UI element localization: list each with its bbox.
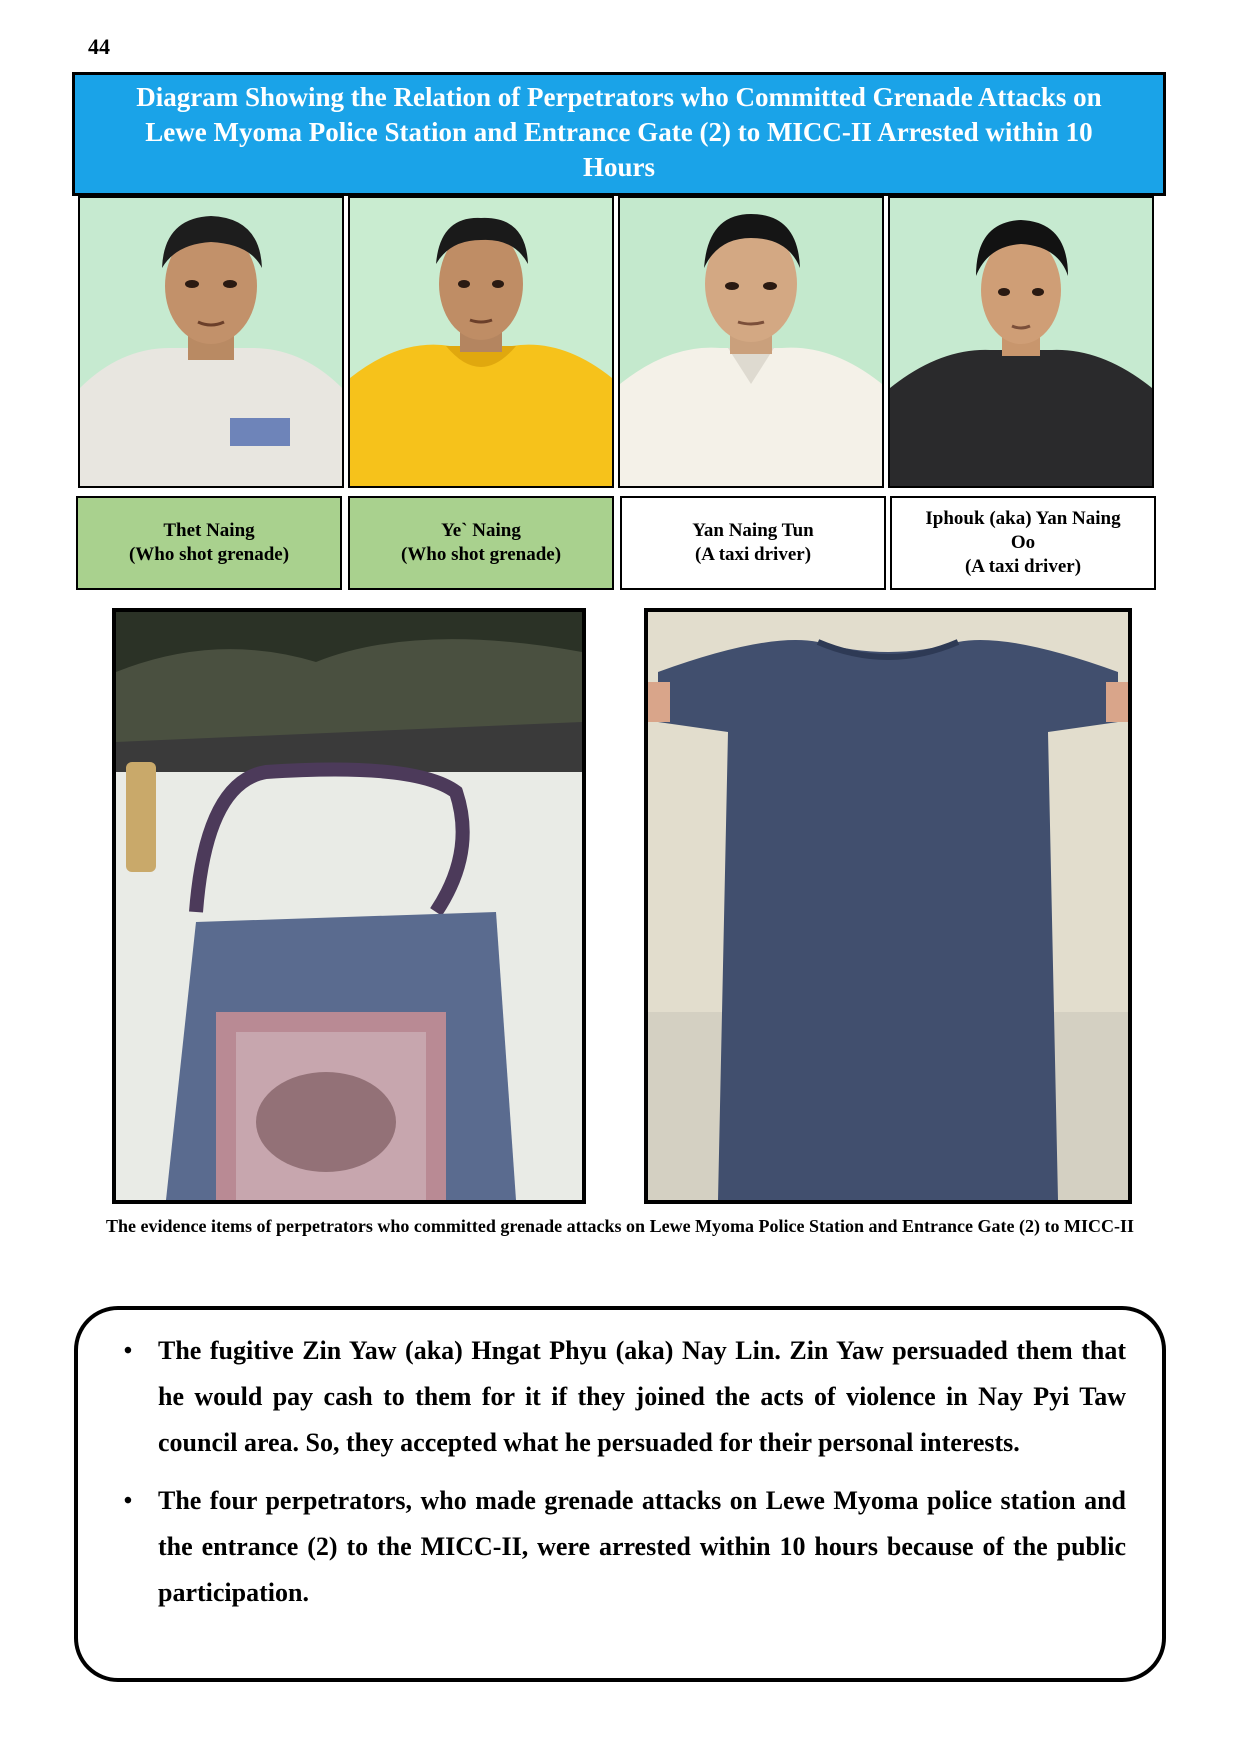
photo-iphouk [888,196,1154,488]
perpetrator-role: (Who shot grenade) [400,544,562,565]
bullet-dot: • [123,1338,133,1364]
bullet-item [98,1478,1126,1616]
evidence-photo-bag [112,608,586,1204]
photo-thet-naing [78,196,344,488]
photo-yan-naing-tun [618,196,884,488]
label-yan-naing-tun [620,496,886,590]
perpetrator-name: Iphouk (aka) Yan Naing Oo [925,508,1121,553]
photo-ye-naing [348,196,614,488]
perpetrator-role: (Who shot grenade) [128,544,290,565]
perpetrator-name: Thet Naing [163,520,255,541]
evidence-caption: The evidence items of perpetrators who committed grenade attacks on Lewe Myoma Police Station and Entrance Gate (2) to MICC-II [106,1216,1134,1236]
perpetrator-name: Ye` Naing [441,520,521,541]
label-thet-naing [76,496,342,590]
label-iphouk [890,496,1156,590]
bullet-text: The fugitive Zin Yaw (aka) Hngat Phyu (aka) Nay Lin. Zin Yaw persuaded them that he would pay cash to them for it if they joined the acts of violence in Nay Pyi Taw council area. So, they accepted what he persuaded for their personal interests. [158,1336,1126,1457]
perpetrator-name: Yan Naing Tun [692,520,814,541]
label-ye-naing [348,496,614,590]
perpetrator-role: (A taxi driver) [964,556,1082,577]
bullet-dot: • [123,1488,133,1514]
page-number: 44 [88,34,110,59]
evidence-photo-shirt [644,608,1132,1204]
diagram-title: Diagram Showing the Relation of Perpetrators who Committed Grenade Attacks on Lewe Myoma Police Station and Entrance Gate (2) to MICC-II Arrested within 10 Hours [72,72,1166,196]
info-box [74,1306,1166,1682]
perpetrator-role: (A taxi driver) [694,544,812,565]
bullet-item [98,1328,1126,1466]
bullet-text: The four perpetrators, who made grenade attacks on Lewe Myoma police station and the entrance (2) to the MICC-II, were arrested within 10 hours because of the public participation. [158,1486,1126,1607]
